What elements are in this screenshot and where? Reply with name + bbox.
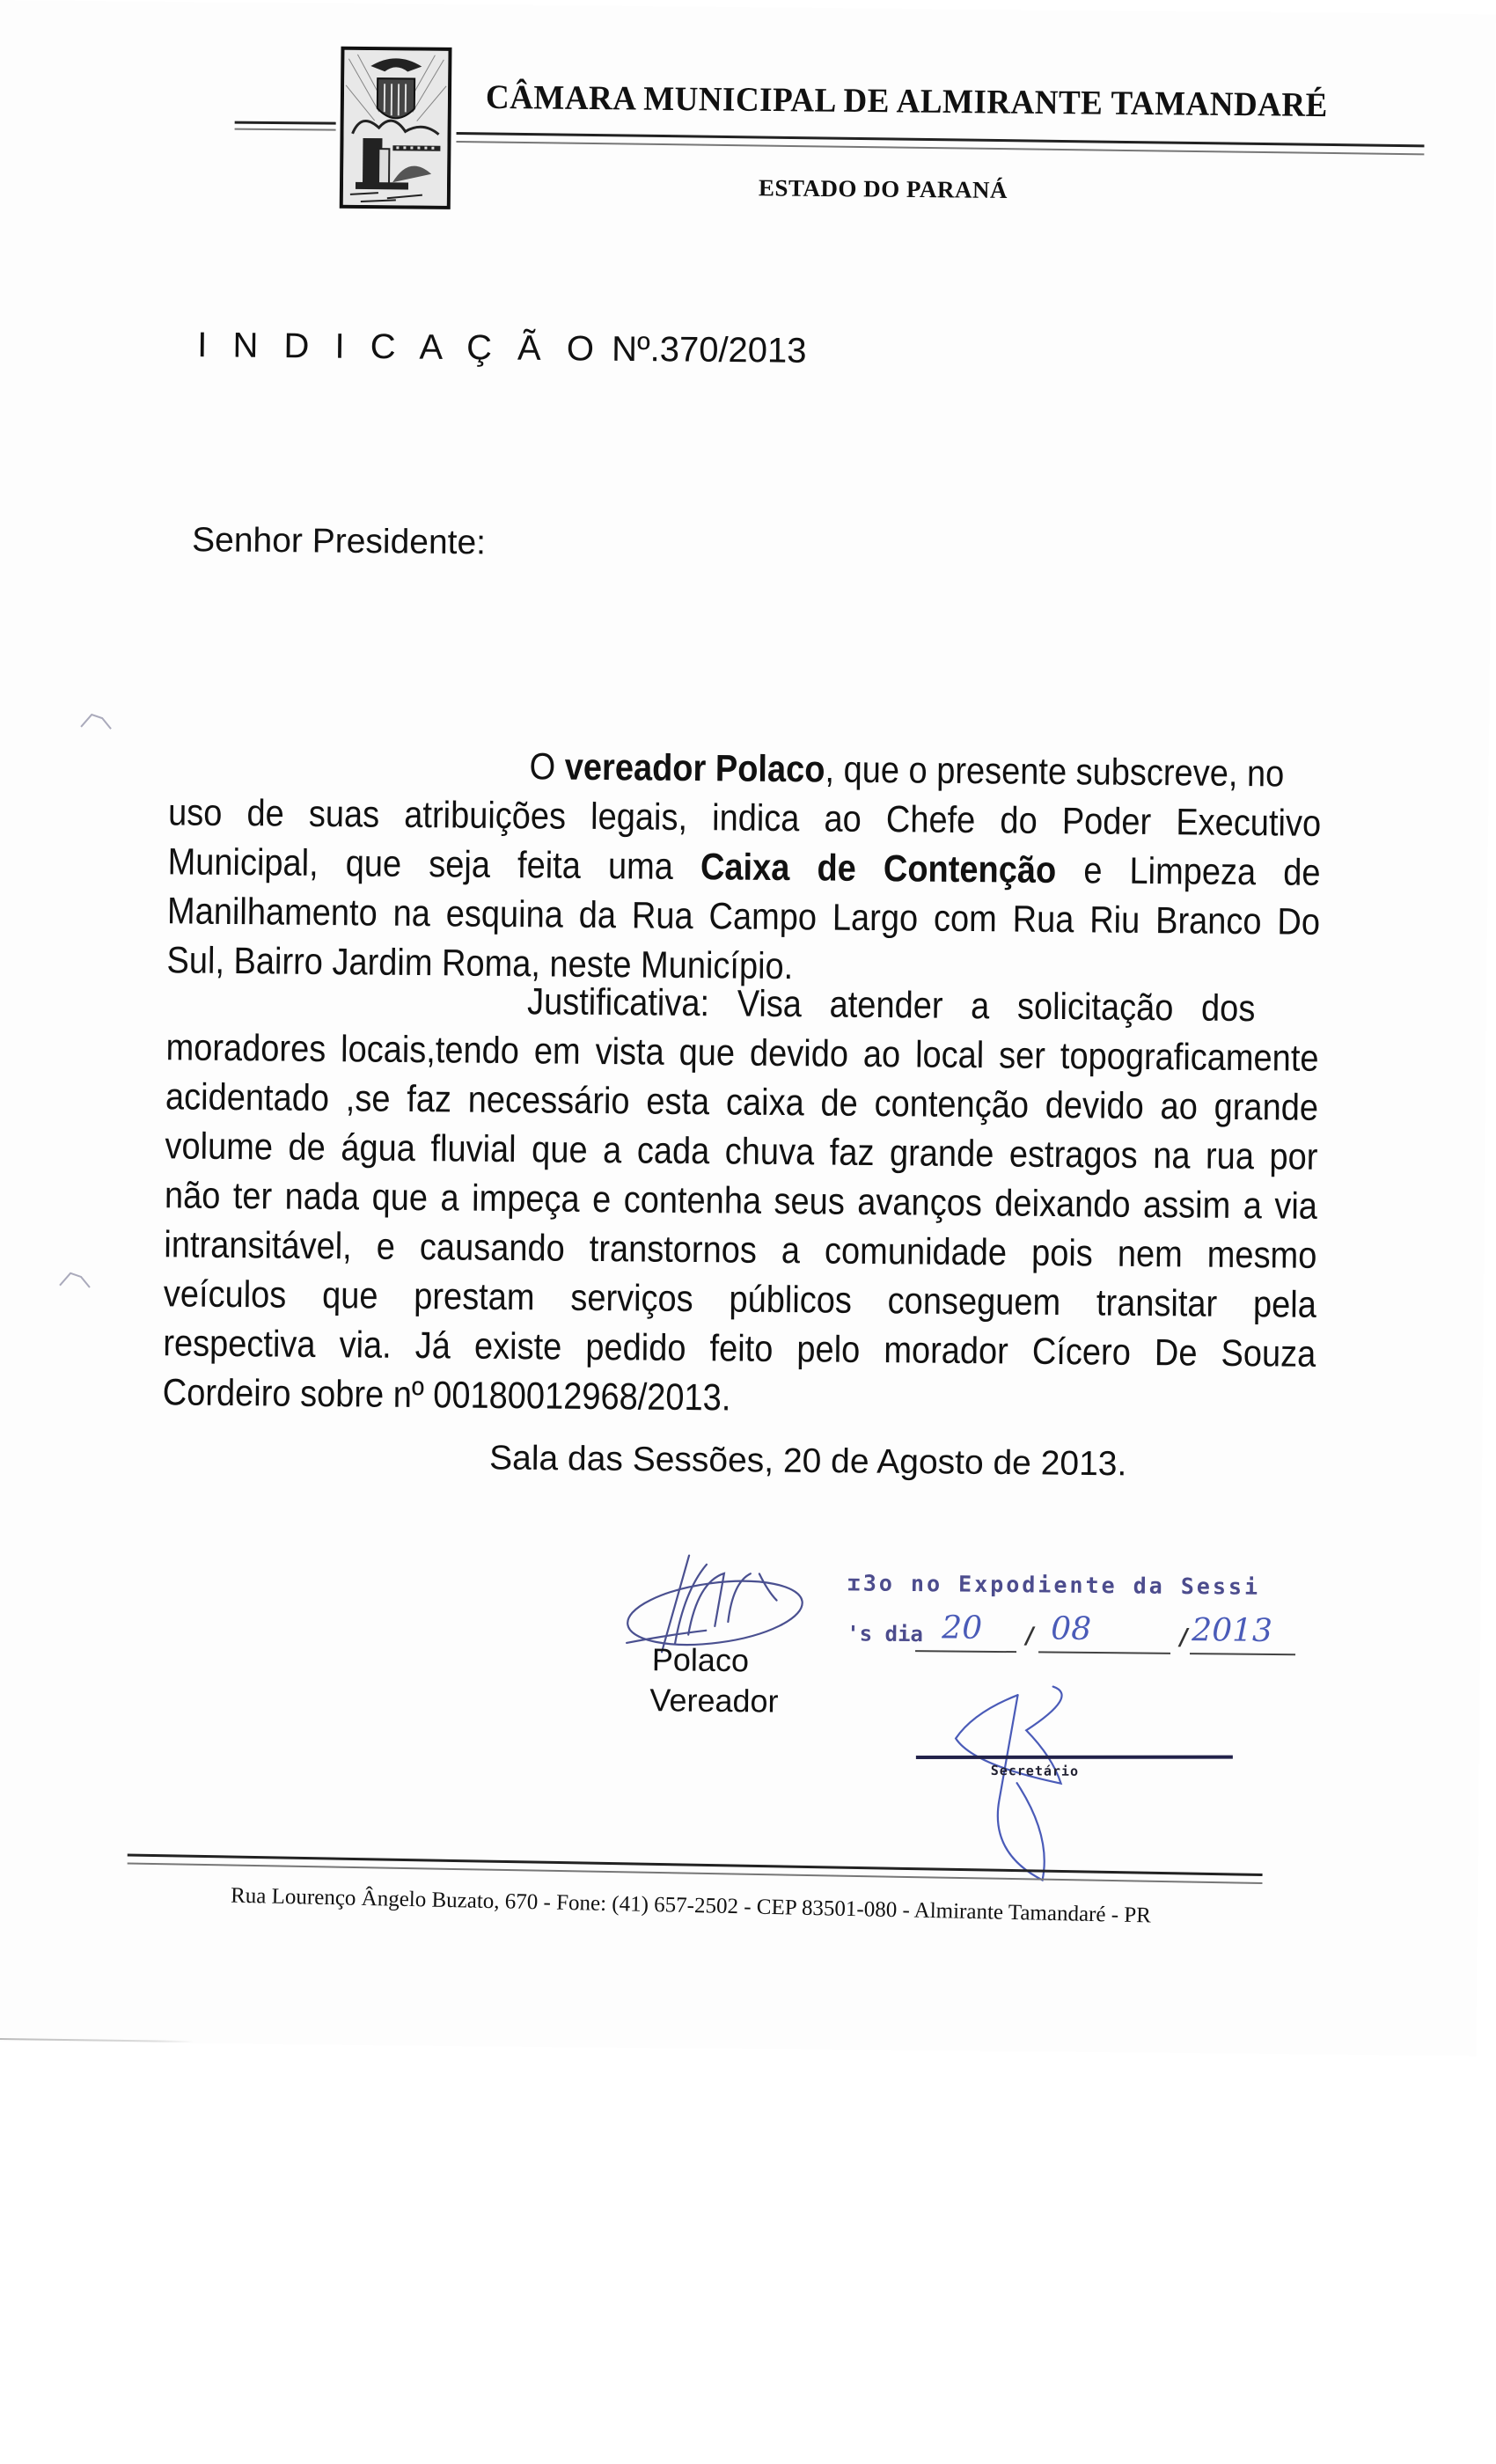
stamp-underline — [1190, 1653, 1295, 1655]
paragraph-line: moradores locais,tendo em vista que devido ao local ser topograficamente — [165, 1027, 1319, 1080]
request-subject: Caixa de Contenção — [700, 847, 1057, 892]
paragraph-line: Manilhamento na esquina da Rua Campo Largo com Rua Riu Branco Do — [166, 891, 1321, 943]
letterhead-title: CÂMARA MUNICIPAL DE ALMIRANTE TAMANDARÉ — [485, 78, 1328, 125]
signer-name: Polaco — [651, 1641, 750, 1679]
document-number: Nº.370/2013 — [611, 329, 807, 370]
paragraph-line: respectiva via. Já existe pedido feito pelo morador Cícero De Souza — [163, 1323, 1316, 1375]
paragraph-line: Justificativa: Visa atender a solicitação dos — [526, 981, 1256, 1030]
punch-mark-icon — [79, 709, 114, 730]
stamp-signature-line — [916, 1756, 1233, 1759]
stamp-separator: / — [1177, 1624, 1191, 1652]
receipt-stamp — [836, 1570, 1331, 1874]
document-type: I N D I C A Ç Ã O — [197, 326, 603, 369]
paragraph-line: O vereador Polaco, que o presente subscreve, no — [529, 746, 1285, 796]
paragraph-line: não ter nada que a impeça e contenha seus avanços deixando assim a via — [164, 1175, 1318, 1228]
closing-date-line: Sala das Sessões, 20 de Agosto de 2013. — [488, 1439, 1127, 1484]
paragraph-line: veículos que prestam serviços públicos conseguem transitar pela — [163, 1273, 1317, 1326]
punch-mark-icon — [58, 1268, 93, 1289]
stamp-role: Secretário — [990, 1762, 1080, 1779]
stamp-month: 08 — [1051, 1610, 1092, 1647]
paragraph-line: Sul, Bairro Jardim Roma, neste Município. — [166, 940, 794, 988]
paragraph-line: volume de água fluvial que a cada chuva faz grande estragos na rua por — [165, 1126, 1318, 1178]
signer-role: Vereador — [649, 1682, 779, 1720]
stamp-heading: ɪ3o no Expodiente da Sessi — [847, 1570, 1261, 1600]
footer-address: Rua Lourenço Ângelo Buzato, 670 - Fone: (41) 657-2502 - CEP 83501-080 - Almirante Tamandaré - PR — [230, 1883, 1152, 1928]
paragraph-line: intransitável, e causando transtornos a comunidade pois nem mesmo — [164, 1224, 1317, 1277]
stamp-year: 2013 — [1192, 1612, 1273, 1649]
letterhead-rule — [235, 121, 336, 125]
paragraph-line: Municipal, que seja feita uma Caixa de Contenção e Limpeza de — [167, 841, 1321, 894]
stamp-underline — [915, 1650, 1016, 1653]
letterhead-subtitle: ESTADO DO PARANÁ — [758, 174, 1008, 204]
document-title — [197, 326, 807, 371]
councilor-name: vereador Polaco — [564, 746, 825, 791]
stamp-date-label: 's dia — [847, 1621, 924, 1647]
paragraph-line: acidentado ,se faz necessário esta caixa de contenção devido ao grande — [165, 1076, 1319, 1129]
body-paragraph — [166, 739, 1322, 997]
paragraph-line: Cordeiro sobre nº 00180012968/2013. — [162, 1372, 731, 1419]
stamp-day: 20 — [942, 1610, 983, 1646]
stamp-separator: / — [1023, 1623, 1038, 1650]
letterhead-rule — [457, 132, 1425, 147]
letterhead-rule — [235, 128, 336, 131]
secretary-signature-icon — [919, 1676, 1132, 1889]
justification-paragraph — [163, 974, 1320, 1429]
stamp-underline — [1038, 1651, 1170, 1654]
salutation: Senhor Presidente: — [191, 521, 487, 562]
paragraph-line: uso de suas atribuições legais, indica ao Chefe do Poder Executivo — [167, 792, 1322, 845]
coat-of-arms-icon — [340, 47, 452, 209]
